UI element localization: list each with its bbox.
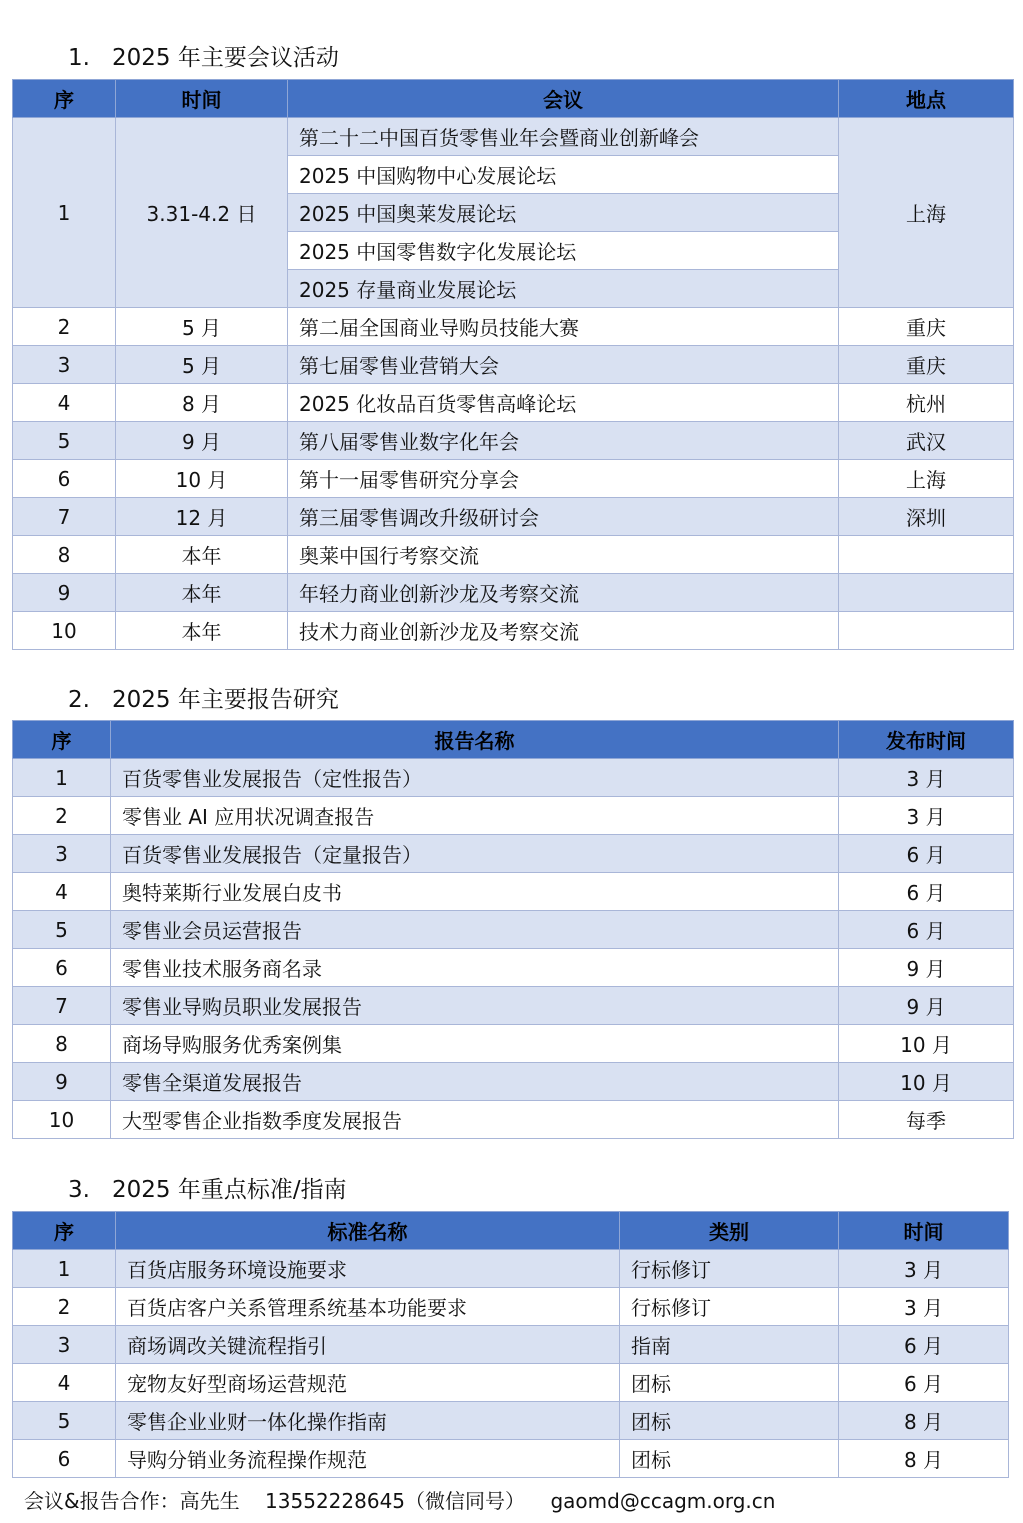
table-header-row	[13, 80, 1014, 118]
category-cell: 团标	[620, 1364, 839, 1402]
time-cell: 5 月	[116, 308, 288, 346]
standard-name-cell: 商场调改关键流程指引	[116, 1326, 620, 1364]
seq-cell: 6	[13, 460, 116, 498]
seq-cell: 3	[13, 346, 116, 384]
table-row	[13, 949, 1014, 987]
meeting-cell: 2025 存量商业发展论坛	[288, 270, 839, 308]
seq-cell: 5	[13, 911, 111, 949]
location-cell	[839, 574, 1014, 612]
seq-cell: 9	[13, 1063, 111, 1101]
meeting-cell: 第三届零售调改升级研讨会	[288, 498, 839, 536]
release-time-cell: 10 月	[839, 1063, 1014, 1101]
report-name-cell: 奥特莱斯行业发展白皮书	[111, 873, 839, 911]
location-cell	[839, 536, 1014, 574]
release-time-cell: 6 月	[839, 835, 1014, 873]
release-time-cell: 每季	[839, 1101, 1014, 1139]
seq-cell: 10	[13, 1101, 111, 1139]
table-row	[13, 1288, 1009, 1326]
report-name-cell: 商场导购服务优秀案例集	[111, 1025, 839, 1063]
section1-number: 1.	[68, 45, 90, 71]
table-header-row	[13, 721, 1014, 759]
seq-cell: 5	[13, 1402, 116, 1440]
contact-footer	[24, 1487, 775, 1515]
location-cell: 武汉	[839, 422, 1014, 460]
table-row	[13, 612, 1014, 650]
reports-table	[12, 720, 1014, 1139]
section3-number: 3.	[68, 1177, 90, 1203]
table-row	[13, 346, 1014, 384]
table-row	[13, 987, 1014, 1025]
meeting-cell: 第八届零售业数字化年会	[288, 422, 839, 460]
table-row	[13, 911, 1014, 949]
standard-name-cell: 宠物友好型商场运营规范	[116, 1364, 620, 1402]
seq-cell: 2	[13, 1288, 116, 1326]
table-row	[13, 1063, 1014, 1101]
category-cell: 行标修订	[620, 1250, 839, 1288]
location-cell: 上海	[839, 460, 1014, 498]
table-row	[13, 835, 1014, 873]
seq-cell: 2	[13, 797, 111, 835]
standard-name-cell: 零售企业业财一体化操作指南	[116, 1402, 620, 1440]
col-header-seq: 序	[13, 1212, 116, 1250]
table-row	[13, 1326, 1009, 1364]
standard-name-cell: 导购分销业务流程操作规范	[116, 1440, 620, 1478]
standard-name-cell: 百货店服务环境设施要求	[116, 1250, 620, 1288]
time-cell: 8 月	[839, 1402, 1009, 1440]
section1-heading	[68, 43, 339, 73]
meeting-cell: 第十一届零售研究分享会	[288, 460, 839, 498]
category-cell: 行标修订	[620, 1288, 839, 1326]
seq-cell: 8	[13, 1025, 111, 1063]
report-name-cell: 大型零售企业指数季度发展报告	[111, 1101, 839, 1139]
standard-name-cell: 百货店客户关系管理系统基本功能要求	[116, 1288, 620, 1326]
seq-cell: 4	[13, 1364, 116, 1402]
contact-email: gaomd@ccagm.org.cn	[550, 1489, 776, 1513]
col-header-standard-name: 标准名称	[116, 1212, 620, 1250]
section2-title: 2025 年主要报告研究	[112, 687, 339, 713]
report-name-cell: 零售全渠道发展报告	[111, 1063, 839, 1101]
section1-title: 2025 年主要会议活动	[112, 45, 339, 71]
report-name-cell: 零售业 AI 应用状况调查报告	[111, 797, 839, 835]
time-cell: 9 月	[116, 422, 288, 460]
meeting-cell: 第二十二中国百货零售业年会暨商业创新峰会	[288, 118, 839, 156]
standards-table	[12, 1211, 1009, 1478]
seq-cell: 2	[13, 308, 116, 346]
seq-cell: 7	[13, 987, 111, 1025]
meeting-cell: 2025 中国奥莱发展论坛	[288, 194, 839, 232]
location-cell	[839, 612, 1014, 650]
table-row	[13, 759, 1014, 797]
meeting-cell: 技术力商业创新沙龙及考察交流	[288, 612, 839, 650]
table-row	[13, 460, 1014, 498]
time-cell: 本年	[116, 612, 288, 650]
meeting-cell: 2025 化妆品百货零售高峰论坛	[288, 384, 839, 422]
table-row	[13, 1101, 1014, 1139]
table-row	[13, 1250, 1009, 1288]
table-row	[13, 1402, 1009, 1440]
time-cell: 6 月	[839, 1364, 1009, 1402]
seq-cell: 8	[13, 536, 116, 574]
section2-number: 2.	[68, 687, 90, 713]
release-time-cell: 6 月	[839, 873, 1014, 911]
category-cell: 指南	[620, 1326, 839, 1364]
contact-phone: 13552228645（微信同号）	[265, 1489, 526, 1513]
col-header-time: 时间	[839, 1212, 1009, 1250]
seq-cell: 4	[13, 384, 116, 422]
location-cell: 上海	[839, 118, 1014, 308]
location-cell: 重庆	[839, 308, 1014, 346]
release-time-cell: 3 月	[839, 759, 1014, 797]
report-name-cell: 百货零售业发展报告（定量报告）	[111, 835, 839, 873]
time-cell: 3 月	[839, 1250, 1009, 1288]
seq-cell: 7	[13, 498, 116, 536]
seq-cell: 9	[13, 574, 116, 612]
table-row	[13, 873, 1014, 911]
time-cell: 6 月	[839, 1326, 1009, 1364]
time-cell: 10 月	[116, 460, 288, 498]
table-row	[13, 422, 1014, 460]
time-cell: 5 月	[116, 346, 288, 384]
time-cell: 本年	[116, 536, 288, 574]
report-name-cell: 零售业会员运营报告	[111, 911, 839, 949]
seq-cell: 5	[13, 422, 116, 460]
col-header-time: 时间	[116, 80, 288, 118]
time-cell: 12 月	[116, 498, 288, 536]
seq-cell: 1	[13, 759, 111, 797]
meeting-cell: 第七届零售业营销大会	[288, 346, 839, 384]
col-header-meeting: 会议	[288, 80, 839, 118]
time-cell: 8 月	[839, 1440, 1009, 1478]
table-row	[13, 498, 1014, 536]
table-row	[13, 308, 1014, 346]
seq-cell: 6	[13, 1440, 116, 1478]
time-cell: 8 月	[116, 384, 288, 422]
seq-cell: 1	[13, 118, 116, 308]
time-cell: 3.31-4.2 日	[116, 118, 288, 308]
meeting-cell: 年轻力商业创新沙龙及考察交流	[288, 574, 839, 612]
category-cell: 团标	[620, 1440, 839, 1478]
release-time-cell: 9 月	[839, 949, 1014, 987]
table-row	[13, 1364, 1009, 1402]
table-row	[13, 797, 1014, 835]
table-row	[13, 384, 1014, 422]
seq-cell: 6	[13, 949, 111, 987]
col-header-seq: 序	[13, 721, 111, 759]
table-row	[13, 536, 1014, 574]
report-name-cell: 零售业技术服务商名录	[111, 949, 839, 987]
category-cell: 团标	[620, 1402, 839, 1440]
table-row	[13, 574, 1014, 612]
col-header-release-time: 发布时间	[839, 721, 1014, 759]
time-cell: 本年	[116, 574, 288, 612]
seq-cell: 1	[13, 1250, 116, 1288]
location-cell: 杭州	[839, 384, 1014, 422]
report-name-cell: 零售业导购员职业发展报告	[111, 987, 839, 1025]
release-time-cell: 3 月	[839, 797, 1014, 835]
seq-cell: 10	[13, 612, 116, 650]
section2-heading	[68, 685, 339, 715]
table-row	[13, 1025, 1014, 1063]
meeting-cell: 奥莱中国行考察交流	[288, 536, 839, 574]
meeting-cell: 第二届全国商业导购员技能大赛	[288, 308, 839, 346]
release-time-cell: 9 月	[839, 987, 1014, 1025]
report-name-cell: 百货零售业发展报告（定性报告）	[111, 759, 839, 797]
meeting-cell: 2025 中国购物中心发展论坛	[288, 156, 839, 194]
table-row	[13, 118, 1014, 156]
table-header-row	[13, 1212, 1009, 1250]
time-cell: 3 月	[839, 1288, 1009, 1326]
contact-person: 会议&报告合作：高先生	[24, 1489, 240, 1513]
col-header-seq: 序	[13, 80, 116, 118]
release-time-cell: 10 月	[839, 1025, 1014, 1063]
seq-cell: 4	[13, 873, 111, 911]
release-time-cell: 6 月	[839, 911, 1014, 949]
section3-heading	[68, 1175, 347, 1205]
seq-cell: 3	[13, 1326, 116, 1364]
location-cell: 深圳	[839, 498, 1014, 536]
meetings-table	[12, 79, 1014, 650]
seq-cell: 3	[13, 835, 111, 873]
col-header-category: 类别	[620, 1212, 839, 1250]
meeting-cell: 2025 中国零售数字化发展论坛	[288, 232, 839, 270]
col-header-report-name: 报告名称	[111, 721, 839, 759]
table-row	[13, 1440, 1009, 1478]
col-header-location: 地点	[839, 80, 1014, 118]
location-cell: 重庆	[839, 346, 1014, 384]
section3-title: 2025 年重点标准/指南	[112, 1177, 347, 1203]
